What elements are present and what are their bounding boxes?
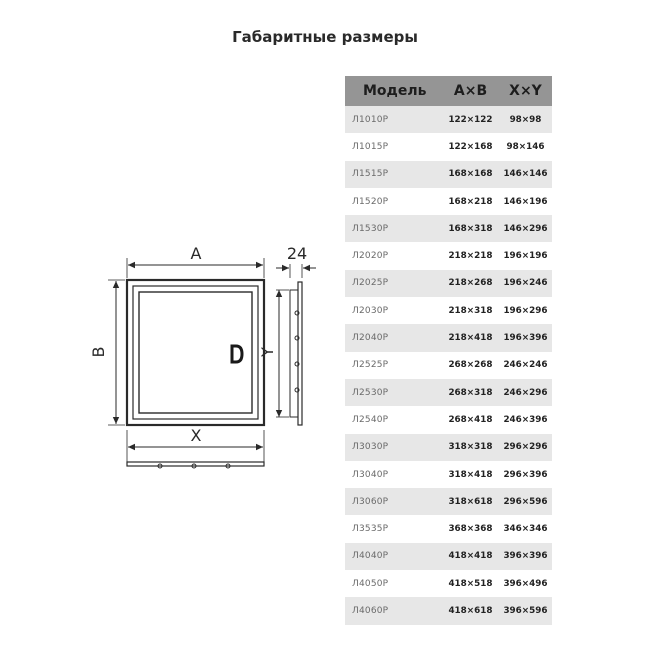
cell-ab: 318×318 <box>448 442 493 453</box>
cell-model: Л1515Р <box>352 169 389 180</box>
cell-xy: 396×396 <box>503 551 548 562</box>
latch-icon <box>232 346 242 362</box>
label-y: Y <box>258 347 277 357</box>
cell-xy: 246×296 <box>503 387 548 398</box>
cell-ab: 318×618 <box>448 496 493 507</box>
cell-ab: 218×268 <box>448 278 493 289</box>
cell-xy: 196×196 <box>503 251 548 262</box>
table-body <box>345 106 552 625</box>
table-row <box>345 570 552 597</box>
cell-xy: 146×196 <box>503 196 548 207</box>
side-view <box>276 264 316 425</box>
cell-ab: 268×418 <box>448 414 493 425</box>
table-row <box>345 106 552 133</box>
cell-model: Л3535Р <box>352 524 389 535</box>
cell-ab: 368×368 <box>448 524 493 535</box>
table-row <box>345 352 552 379</box>
cell-model: Л2025Р <box>352 278 389 289</box>
label-a: A <box>190 244 202 263</box>
table-row <box>345 270 552 297</box>
cell-xy: 246×396 <box>503 414 548 425</box>
hatch-front-view <box>127 280 264 425</box>
table-row <box>345 406 552 433</box>
cell-model: Л1015Р <box>352 141 389 152</box>
cell-model: Л1530Р <box>352 223 389 234</box>
cell-ab: 318×418 <box>448 469 493 480</box>
header-ab: A×B <box>453 83 488 99</box>
cell-xy: 146×146 <box>503 169 548 180</box>
dimensions-table <box>345 76 552 625</box>
table-row <box>345 488 552 515</box>
table-row <box>345 297 552 324</box>
table-row <box>345 324 552 351</box>
label-depth: 24 <box>286 244 308 263</box>
page-title: Габаритные размеры <box>232 28 418 46</box>
table-row <box>345 379 552 406</box>
cell-ab: 122×122 <box>448 114 493 125</box>
cell-ab: 218×218 <box>448 251 493 262</box>
cell-ab: 218×418 <box>448 333 493 344</box>
cell-model: Л3040Р <box>352 469 389 480</box>
table-row <box>345 161 552 188</box>
cell-ab: 168×318 <box>448 223 493 234</box>
cell-xy: 346×346 <box>503 524 548 535</box>
label-x: X <box>190 426 202 445</box>
cell-model: Л4060Р <box>352 605 389 616</box>
cell-model: Л2040Р <box>352 333 389 344</box>
cell-xy: 246×246 <box>503 360 548 371</box>
cell-ab: 218×318 <box>448 305 493 316</box>
cell-xy: 98×98 <box>509 114 542 125</box>
cell-xy: 396×496 <box>503 578 548 589</box>
cell-xy: 196×296 <box>503 305 548 316</box>
cell-ab: 122×168 <box>448 141 493 152</box>
table-row <box>345 188 552 215</box>
label-b: B <box>89 346 108 358</box>
cell-model: Л1520Р <box>352 196 389 207</box>
cell-xy: 98×146 <box>506 141 545 152</box>
cell-model: Л2030Р <box>352 305 389 316</box>
cell-xy: 146×296 <box>503 223 548 234</box>
table-header <box>345 76 552 106</box>
cell-xy: 196×396 <box>503 333 548 344</box>
cell-model: Л3060Р <box>352 496 389 507</box>
header-xy: X×Y <box>509 83 542 99</box>
cell-model: Л4050Р <box>352 578 389 589</box>
cell-ab: 168×168 <box>448 169 493 180</box>
cell-model: Л2530Р <box>352 387 389 398</box>
cell-ab: 418×518 <box>448 578 493 589</box>
cell-xy: 296×596 <box>503 496 548 507</box>
table-row <box>345 543 552 570</box>
cell-model: Л2540Р <box>352 414 389 425</box>
cell-xy: 396×596 <box>503 605 548 616</box>
cell-ab: 168×218 <box>448 196 493 207</box>
cell-ab: 418×418 <box>448 551 493 562</box>
cell-ab: 418×618 <box>448 605 493 616</box>
cell-ab: 268×268 <box>448 360 493 371</box>
cell-xy: 296×396 <box>503 469 548 480</box>
cell-ab: 268×318 <box>448 387 493 398</box>
cell-model: Л2525Р <box>352 360 389 371</box>
cell-xy: 296×296 <box>503 442 548 453</box>
cell-model: Л2020Р <box>352 251 389 262</box>
cell-model: Л4040Р <box>352 551 389 562</box>
table-row <box>345 242 552 269</box>
table-row <box>345 133 552 160</box>
table-row <box>345 215 552 242</box>
cell-xy: 196×246 <box>503 278 548 289</box>
table-row <box>345 434 552 461</box>
cell-model: Л3030Р <box>352 442 389 453</box>
dimension-b <box>108 280 125 425</box>
table-row <box>345 597 552 624</box>
header-model: Модель <box>363 83 427 99</box>
cell-model: Л1010Р <box>352 114 389 125</box>
table-row <box>345 515 552 542</box>
table-row <box>345 461 552 488</box>
